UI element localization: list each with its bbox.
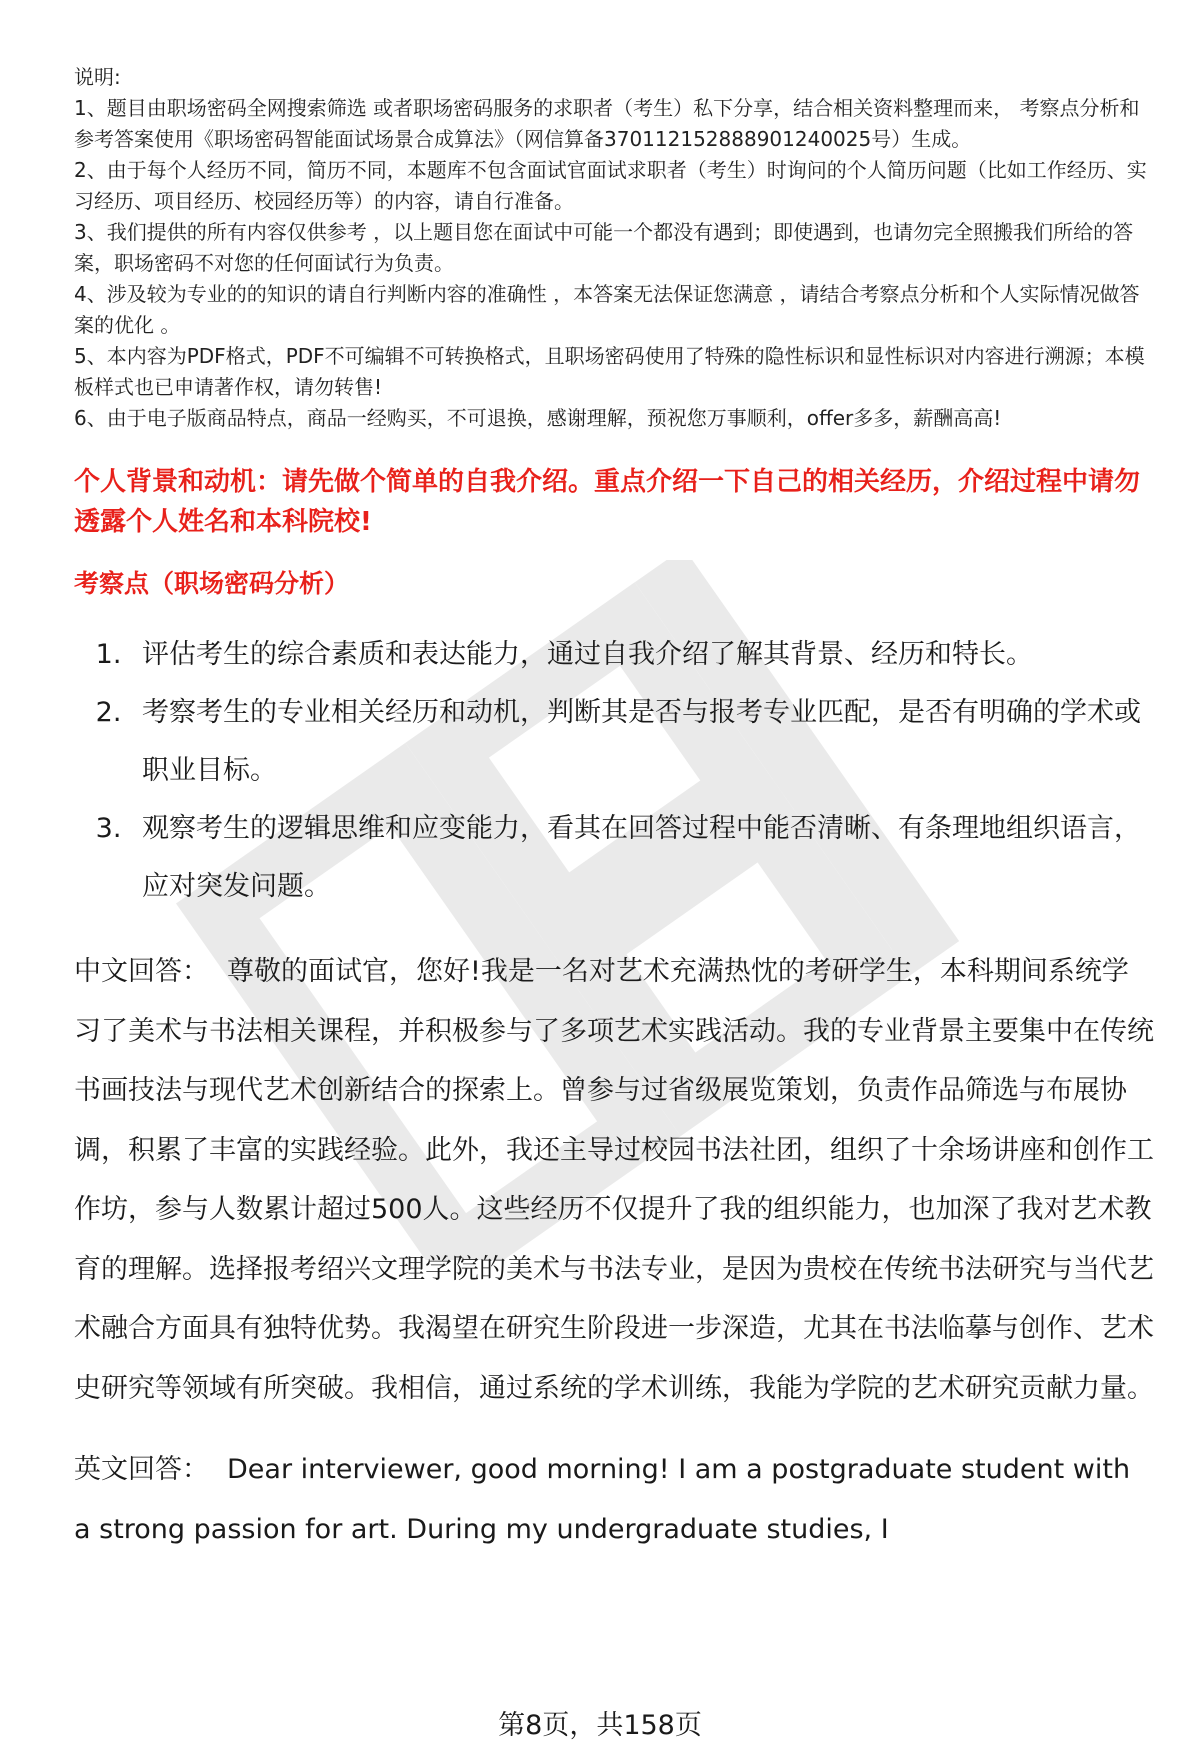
note-item: 1、题目由职场密码全网搜索筛选 或者职场密码服务的求职者（考生）私下分享，结合相关资料整理而来， 考察点分析和参考答案使用《职场密码智能面试场景合成算法》（网信算备370112152888901240025号）生成。	[74, 96, 1140, 151]
page-number: 第8页，共158页	[498, 1710, 702, 1741]
analysis-title: 考察点（职场密码分析）	[74, 569, 350, 598]
notes-section	[74, 62, 1154, 434]
chinese-answer	[74, 942, 1154, 1418]
note-item: 5、本内容为PDF格式，PDF不可编辑不可转换格式，且职场密码使用了特殊的隐性标识和显性标识对内容进行溯源；本模板样式也已申请著作权，请勿转售!	[74, 344, 1145, 399]
chinese-answer-label: 中文回答：	[74, 956, 209, 987]
analysis-point: 2. 考察考生的专业相关经历和动机，判断其是否与报考专业匹配，是否有明确的学术或职业目标。	[130, 684, 1154, 800]
page-content	[74, 62, 1154, 1559]
note-item: 4、涉及较为专业的的知识的请自行判断内容的准确性 ，本答案无法保证您满意 ，请结合考察点分析和个人实际情况做答案的优化 。	[74, 282, 1140, 337]
chinese-answer-text: 尊敬的面试官，您好!我是一名对艺术充满热忱的考研学生，本科期间系统学习了美术与书法相关课程，并积极参与了多项艺术实践活动。我的专业背景主要集中在传统书画技法与现代艺术创新结合的探索上。曾参与过省级展览策划，负责作品筛选与布展协调，积累了丰富的实践经验。此外，我还主导过校园书法社团，组织了十余场讲座和创作工作坊，参与人数累计超过500人。这些经历不仅提升了我的组织能力，也加深了我对艺术教育的理解。选择报考绍兴文理学院的美术与书法专业，是因为贵校在传统书法研究与当代艺术融合方面具有独特优势。我渴望在研究生阶段进一步深造，尤其在书法临摹与创作、艺术史研究等领域有所突破。我相信，通过系统的学术训练，我能为学院的艺术研究贡献力量。	[74, 956, 1154, 1404]
note-item: 2、由于每个人经历不同，简历不同，本题库不包含面试官面试求职者（考生）时询问的个人简历问题（比如工作经历、实习经历、项目经历、校园经历等）的内容，请自行准备。	[74, 158, 1147, 213]
analysis-point: 1. 评估考生的综合素质和表达能力，通过自我介绍了解其背景、经历和特长。	[130, 626, 1154, 684]
english-answer-text: Dear interviewer, good morning! I am a postgraduate student with a strong passion for art. During my undergraduate studies, I	[74, 1454, 1131, 1545]
note-item: 6、由于电子版商品特点，商品一经购买，不可退换，感谢理解，预祝您万事顺利，offer多多，薪酬高高!	[74, 406, 1002, 430]
interview-question: 个人背景和动机：请先做个简单的自我介绍。重点介绍一下自己的相关经历，介绍过程中请勿透露个人姓名和本科院校!	[74, 467, 1141, 537]
english-answer	[74, 1440, 1154, 1559]
notes-title: 说明:	[74, 65, 121, 89]
analysis-points	[74, 626, 1154, 916]
note-item: 3、我们提供的所有内容仅供参考 ，以上题目您在面试中可能一个都没有遇到；即使遇到，也请勿完全照搬我们所给的答案，职场密码不对您的任何面试行为负责。	[74, 220, 1134, 275]
analysis-point: 3. 观察考生的逻辑思维和应变能力，看其在回答过程中能否清晰、有条理地组织语言，应对突发问题。	[130, 800, 1154, 916]
english-answer-label: 英文回答：	[74, 1454, 209, 1485]
